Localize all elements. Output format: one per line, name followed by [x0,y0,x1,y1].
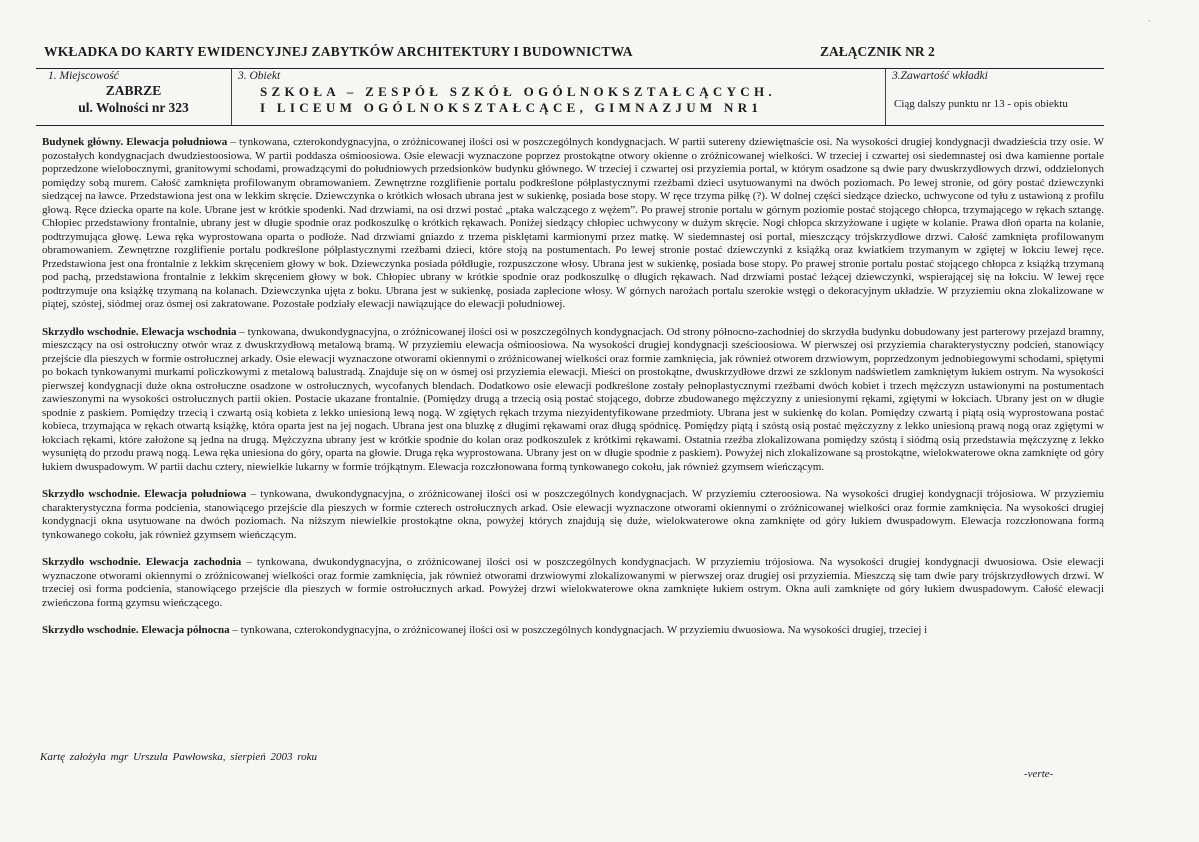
paragraph-east-wing-south [42,488,1104,542]
paragraph-heading: Skrzydło wschodnie. Elewacja wschodnia [42,325,237,338]
place-address: ul. Wolności nr 323 [78,100,189,115]
annex-label: ZAŁĄCZNIK NR 2 [820,44,935,59]
paragraph-heading: Skrzydło wschodnie. Elewacja północna [42,624,230,636]
scan-mark: ˙ [1147,18,1152,34]
paragraph-heading: Skrzydło wschodnie. Elewacja południowa [42,488,247,500]
author-signature: Kartę założyła mgr Urszula Pawłowska, sierpień 2003 roku [40,751,317,763]
object-label: 3. Obiekt [238,70,281,82]
paragraph-text: – tynkowana, dwukondygnacyjna, o zróżnicowanej ilości osi w poszczególnych kondygnacjach. W przyziemiu czteroosiowa. Na wysokości drugiej kondygnacji trójosiowa. W przyziemiu charakterystyczna forma podcienia, stanowiącego przejście dla pieszych w formie czterech ostrołucznych arkad. Osie elewacji wyznaczone otworami okiennymi o zróżnicowanej wielkości oraz formie zamknięcia. Na wysokości drugiej kondygnacji okna usytuowane na dwóch poziomach. Na niższym niewielkie prostokątne okna, powyżej których znajdują się duże, wielokwaterowe okna zamknięte od góry łukiem dwuspadowym. Elewacja rozczłonowana formą tynkowanego cokołu, jak również gzymsem wieńczącym. [42,488,1104,541]
paragraph-main-building-south [42,136,1104,312]
paragraph-text: – tynkowana, dwukondygnacyjna, o zróżnicowanej ilości osi w poszczególnych kondygnacjach. Od strony północno-zachodniej do skrzydła budynku dobudowany jest parterowy przejazd bramny, mieszczący na osi ostrołuczny otwór wraz z dwuskrzydłową metalową bramą. W przyziemiu elewacja ośmioosiowa. Na wysokości drugiej kondygnacji sześcioosiowa. W pierwszej osi przyziemia charakterystyczny podcień, stanowiący przejście dla pieszych w formie ostrołucznej arkady. Osie elewacji wyznaczone otworami okiennymi o zróżnicowanej wielkości oraz formie zamknięcia, jak również otworem drzwiowym, poprzedzonym jednobiegowymi schodami, spiętymi po bokach tynkowanymi murkami policzkowymi z metalową balustradą. Znajduje się on w ósmej osi przyziemia elewacji. Mieści on prostokątne, dwuskrzydłowe drzwi ze szklonym nadświetlem zamkniętym łukiem ostrym. Na wysokości pierwszej kondygnacji duże okna ostrołuczne osadzone w ostrołucznych, wycofanych blendach. Dodatkowo osie elewacji podkreślone zostały pełnoplastycznymi rzeźbami dwóch kobiet i trzech mężczyzn ustawionymi na postumentach zawieszonymi na wysokości ostrołucznych partii okien. Postacie ukazane frontalnie. (Pomiędzy drugą a trzecią osią postać stojącego, dobrze zbudowanego mężczyzny z uniesionymi rękami, zgiętymi w łokciach. Ubrany jest on w długie spodnie z paskiem. Pomiędzy trzecią i czwartą osią kobieta z lekko uniesioną lewą nogą. W zgiętych rękach trzyma niezyidentyfikowane przedmioty. Ubrana jest w sukienkę do kolan. Pomiędzy czwartą i piątą osią wyprostowana postać kobieca, trzymająca w rękach otwartą książkę, która oparta jest na jej nogach. Ubrana jest ona bluzkę z długimi rękawami oraz długą spódnicę. Pomiędzy piątą i szóstą osią postać mężczyzny z lekko uniesioną prawą nogą oraz zgiętymi w łokciach rękami, które założone są jedna na drugą. Mężczyzna ubrany jest w krótkie spodnie do kolan oraz podkoszulek z krótkimi rękawami. Ostatnia rzeźba zlokalizowana pomiędzy szóstą i siódmą osią przedstawia mężczyznę z lekko wysuniętą do przodu prawą nogą. Lewa ręka uniesiona do góry, oparta na głowie. Druga ręka wyprostowana. Ubrany jest on w długie spodnie z paskiem). Powyżej nich zlokalizowane są prostokątne, wielokwaterowe okna zamknięte od góry łukiem dwuspadowym. W partii dachu cztery, niewielkie lukarny w formie trójkątnym. Elewacja rozczłonowana formą tynkowanego cokołu, jak również gzymsem wieńczącym. [42,325,1104,473]
document-title: WKŁADKA DO KARTY EWIDENCYJNEJ ZABYTKÓW ARCHITEKTURY I BUDOWNICTWA [44,44,633,59]
object-cell [232,69,886,125]
place-cell [36,69,232,125]
place-city: ZABRZE [105,83,162,98]
place-label: 1. Miejscowość [48,70,119,82]
object-name-line-1: SZKOŁA – ZESPÓŁ SZKÓŁ OGÓLNOKSZTAŁCĄCYCH. [260,84,776,99]
paragraph-text: – tynkowana, dwukondygnacyjna, o zróżnicowanej ilości osi w poszczególnych kondygnacjach. W przyziemiu trójosiowa. Na wysokości drugiej kondygnacji dwuosiowa. Osie elewacji wyznaczone otworami okiennymi o zróżnicowanej wielkości oraz formie zamknięcia, jak również otworami drzwiowymi zlokalizowanymi w pierwszej oraz drugiej osi przyziemia. Mieszczą się tam dwie pary trójskrzydłowych drzwi. W trzeciej osi forma podcienia, stanowiącego przejście dla pieszych w formie ostrołucznych arkad. Powyżej drzwi wielokwaterowe okna zamknięte łukiem ostrym. Okna auli zamknięte od góry łukiem dwuspadowym. Całość elewacji zwieńczona formą gzymsu wieńczącego. [42,556,1104,609]
paragraph-east-wing-east [42,326,1104,475]
paragraph-east-wing-west [42,556,1104,610]
paragraph-text: – tynkowana, czterokondygnacyjna, o zróżnicowanej ilości osi w poszczególnych kondygnacjach. W partii sutereny dziewiętnaście osi. Na wysokości drugiej kondygnacji dwadzieścia trzy osie. W pozostałych kondygnacjach dwudziestoosiowa. W partii poddasza ośmioosiowa. Osie elewacji wyznaczone poprzez prostokątne otwory okienne o zróżnicowanej wielkości. W trzeciej i czwartej osi siedemnastej osi dwa kamienne portale poprzedzone wielobocznymi, granitowymi schodami, prowadzącymi do południowych przedsionków budynku głównego. W trzeciej i czwartej osi przyziemia portal, w którym osadzone są dwie pary dwuskrzydłowych drzwi, oddzielonych pomiędzy sobą murem. Całość zamknięta profilowanym obramowaniem. Zewnętrzne rozglifienie portalu podkreślone półplastycznymi rzeźbami dzieci usytuowanymi na dwóch poziomach. Po lewej stronie, od góry postać dziewczynki siedzącej na ławce. Przedstawiona jest ona w lekkim skręcie. Dziewczynka o krótkich włosach ubrana jest w sukienkę, posiada bose stopy. W ręce trzyma piłkę (?). W dolnej części siedzące dziecko, uchwycone od tyłu z ustawioną z profilu głową. Ręce dziecka oparte na kole. Ubrane jest w krótkie spodenki. Nad drzwiami, na osi drzwi postać „ptaka walczącego z wężem”. Po prawej stronie portalu w górnym poziomie postać stojącego chłopca, trzymającego w rękach sztangę. Chłopiec przedstawiony frontalnie, ubrany jest w długie spodnie oraz podkoszulkę o krótkich rękawach. Poniżej siedzący chłopiec uchwycony w dużym skręcie. Nogi chłopca skrzyżowane i ugięte w kolanie. Prawa dłoń oparta na kolanie, podtrzymująca głowę. Lewa ręka wyprostowana oparta o podłoże. Nad drzwiami gniazdo z trzema pisklętami karmionymi przez matkę. W siedemnastej osi portal, mieszczący trójskrzydłowe drzwi. Całość zamknięta profilowanym obramowaniem. Zewnętrzne rozglifienie portalu podkreślone półplastycznymi rzeźbami dzieci, które stoją na postumentach. Po lewej stronie postać dziewczynki z książką oraz kwiatkiem trzymanym w zgiętej w łokciu lewej ręce. Przedstawiona jest ona frontalnie z lekkim skręceniem głowy w bok. Dziewczynka posiada półdługie, rozpuszczone włosy. Ubrana jest w sukienkę, posiada bose stopy. Po prawej stronie portalu postać stojącego chłopca z książką trzymaną pod pachą, przedstawiona frontalnie z lekkim skręceniem głowy w bok. Chłopiec ubrany w krótkie spodnie oraz podkoszulkę o długich rękawach. Nad drzwiami postać leżącej dziewczynki, wspierającej się na łokciu. W lewej ręce podtrzymuje ona książkę trzymaną na kolanach. Dziewczynka ujęta z boku. Ubrana jest w sukienkę, posiada zaplecione włosy. W górnych narożach portalu szerokie wstęgi o dekoracyjnym układzie. W przyziemiu okna zlokalizowane w piątej, szóstej, siódmej oraz ósmej osi zakratowane. Pozostałe podziały elewacji nawiązujące do elewacji południowej. [42,136,1104,310]
paragraph-heading: Skrzydło wschodnie. Elewacja zachodnia [42,556,242,568]
paragraph-east-wing-north [42,624,1104,638]
content-cell [886,69,1104,125]
header-table [36,68,1104,126]
object-name-line-2: I LICEUM OGÓLNOKSZTAŁCĄCE, GIMNAZJUM NR1 [260,100,763,115]
paragraph-heading: Budynek główny. Elewacja południowa [42,136,228,148]
content-value: Ciąg dalszy punktu nr 13 - opis obiektu [894,98,1068,110]
content-label: 3.Zawartość wkładki [892,70,988,82]
verte-label: -verte- [1024,768,1054,780]
description-body [42,136,1104,652]
paragraph-text: – tynkowana, czterokondygnacyjna, o zróżnicowanej ilości osi w poszczególnych kondygnacjach. W przyziemiu dwuosiowa. Na wysokości drugiej, trzeciej i [229,624,928,636]
